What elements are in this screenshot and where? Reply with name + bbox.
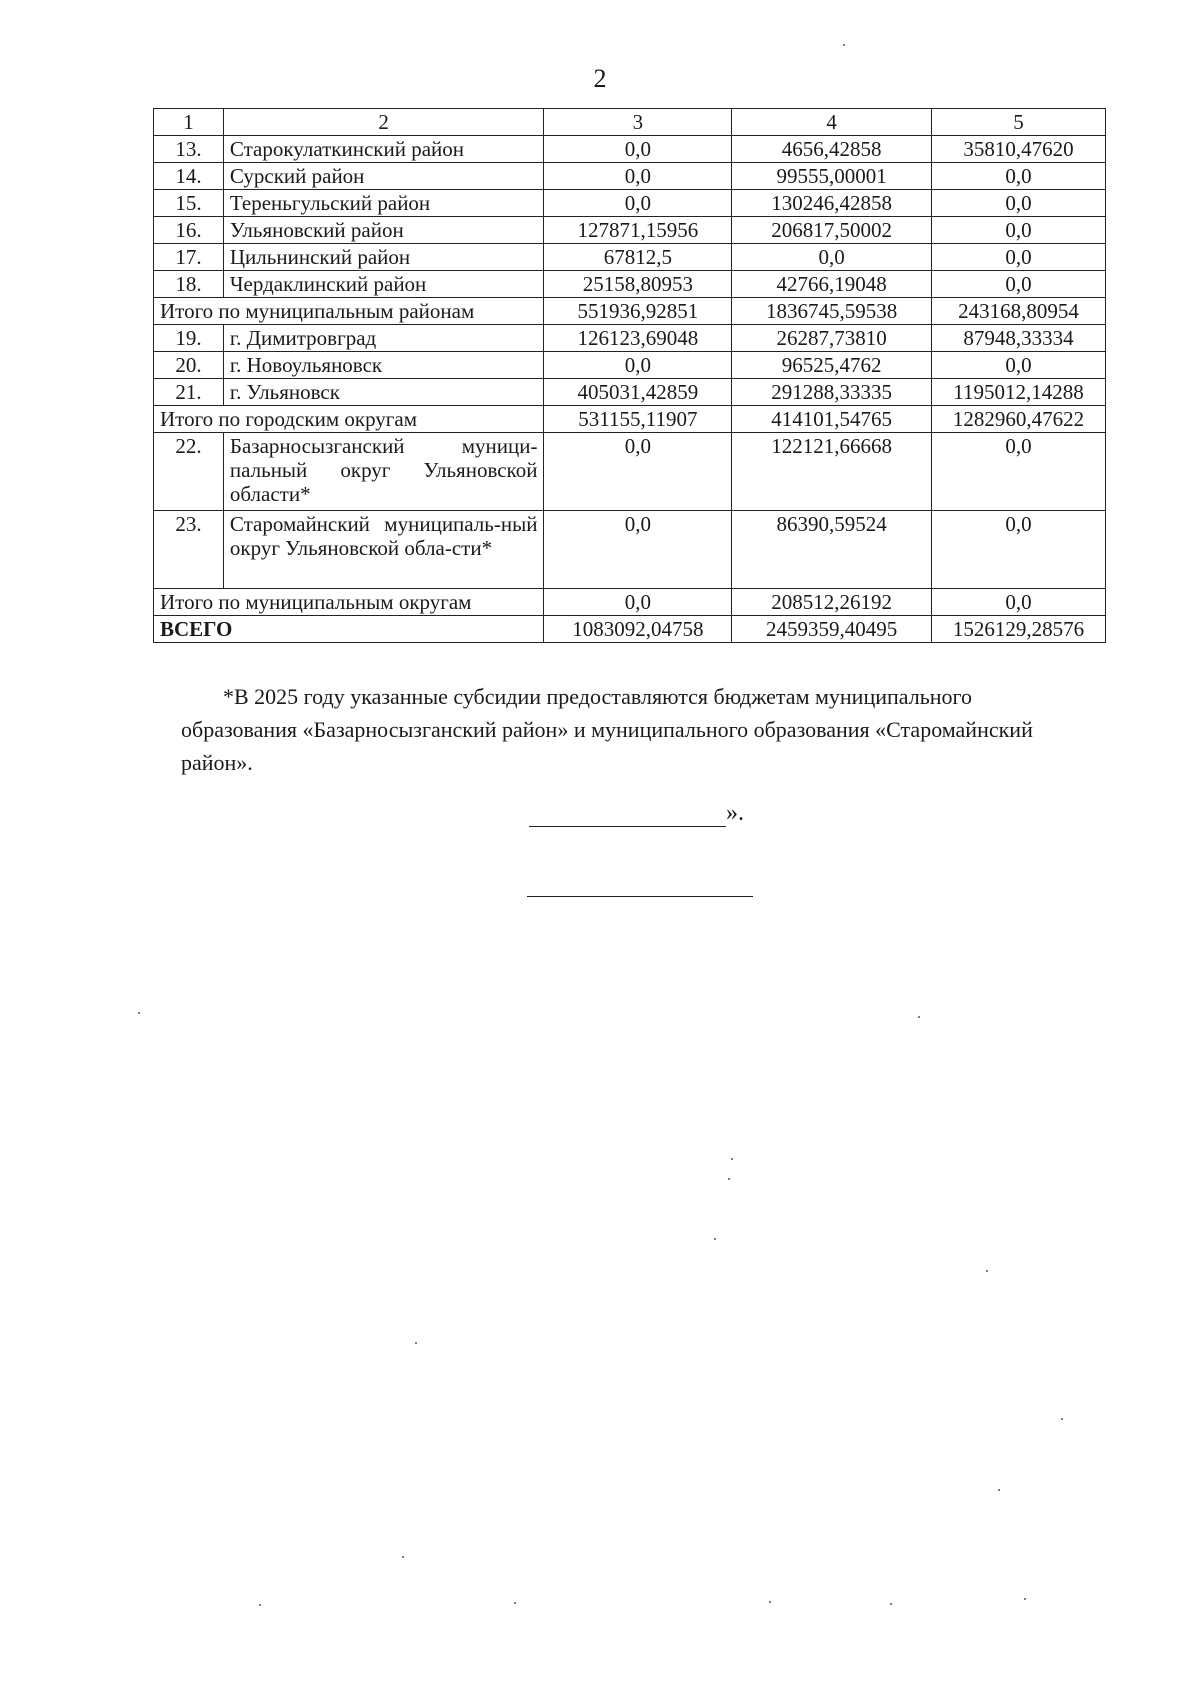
column-header: 5 bbox=[932, 109, 1106, 136]
cell-value: 0,0 bbox=[544, 136, 732, 163]
cell-value: 0,0 bbox=[932, 352, 1106, 379]
table-row bbox=[154, 136, 1106, 163]
scan-speck bbox=[769, 1601, 771, 1603]
cell-value: 1195012,14288 bbox=[932, 379, 1106, 406]
row-name: Базарносызганский муници-пальный округ Ульяновской области* bbox=[223, 433, 544, 511]
table-row bbox=[154, 325, 1106, 352]
grand-total-label: ВСЕГО bbox=[154, 616, 544, 643]
row-number: 13. bbox=[154, 136, 224, 163]
row-number: 15. bbox=[154, 190, 224, 217]
closing-mark bbox=[529, 800, 744, 827]
scan-speck bbox=[890, 1603, 892, 1605]
row-number: 14. bbox=[154, 163, 224, 190]
cell-value: 42766,19048 bbox=[732, 271, 932, 298]
row-name: г. Ульяновск bbox=[223, 379, 544, 406]
cell-value: 0,0 bbox=[932, 511, 1106, 589]
subtotal-label: Итого по муниципальным районам bbox=[154, 298, 544, 325]
footnote-line: образования «Базарносызганский район» и муниципального образования «Старомайнский bbox=[181, 717, 1033, 742]
scan-speck bbox=[415, 1342, 417, 1344]
column-header: 3 bbox=[544, 109, 732, 136]
scan-speck bbox=[714, 1238, 716, 1240]
cell-value: 67812,5 bbox=[544, 244, 732, 271]
cell-value: 0,0 bbox=[544, 352, 732, 379]
row-number: 17. bbox=[154, 244, 224, 271]
closing-quote: ». bbox=[726, 800, 744, 826]
cell-value: 127871,15956 bbox=[544, 217, 732, 244]
row-name: Старомайнский муниципаль-ный округ Ульяновской обла-сти* bbox=[223, 511, 544, 589]
scan-speck bbox=[1024, 1598, 1026, 1600]
row-number: 20. bbox=[154, 352, 224, 379]
table-header-row bbox=[154, 109, 1106, 136]
row-name: г. Новоульяновск bbox=[223, 352, 544, 379]
row-name: Сурский район bbox=[223, 163, 544, 190]
cell-value: 0,0 bbox=[544, 433, 732, 511]
table-row bbox=[154, 379, 1106, 406]
row-name: Цильнинский район bbox=[223, 244, 544, 271]
cell-value: 206817,50002 bbox=[732, 217, 932, 244]
footnote-line: *В 2025 году указанные субсидии предоставляются бюджетам муниципального bbox=[223, 684, 972, 709]
cell-value: 0,0 bbox=[544, 190, 732, 217]
subtotal-row-okrugs bbox=[154, 589, 1106, 616]
cell-value: 99555,00001 bbox=[732, 163, 932, 190]
row-number: 23. bbox=[154, 511, 224, 589]
scan-speck bbox=[843, 44, 845, 46]
row-name: Старокулаткинский район bbox=[223, 136, 544, 163]
scan-speck bbox=[514, 1602, 516, 1604]
cell-value: 26287,73810 bbox=[732, 325, 932, 352]
cell-value: 0,0 bbox=[932, 271, 1106, 298]
cell-value: 531155,11907 bbox=[544, 406, 732, 433]
table-row bbox=[154, 433, 1106, 511]
row-name: г. Димитровград bbox=[223, 325, 544, 352]
row-number: 21. bbox=[154, 379, 224, 406]
cell-value: 0,0 bbox=[544, 589, 732, 616]
cell-value: 35810,47620 bbox=[932, 136, 1106, 163]
cell-value: 126123,69048 bbox=[544, 325, 732, 352]
subsidy-table bbox=[153, 108, 1106, 643]
scan-speck bbox=[986, 1270, 988, 1272]
row-name: Тереньгульский район bbox=[223, 190, 544, 217]
cell-value: 0,0 bbox=[932, 589, 1106, 616]
scan-speck bbox=[259, 1604, 261, 1606]
table-row bbox=[154, 190, 1106, 217]
table-row bbox=[154, 244, 1106, 271]
cell-value: 1836745,59538 bbox=[732, 298, 932, 325]
cell-value: 208512,26192 bbox=[732, 589, 932, 616]
cell-value: 243168,80954 bbox=[932, 298, 1106, 325]
cell-value: 414101,54765 bbox=[732, 406, 932, 433]
row-name: Ульяновский район bbox=[223, 217, 544, 244]
row-number: 19. bbox=[154, 325, 224, 352]
cell-value: 86390,59524 bbox=[732, 511, 932, 589]
cell-value: 87948,33334 bbox=[932, 325, 1106, 352]
subtotal-label: Итого по муниципальным округам bbox=[154, 589, 544, 616]
cell-value: 0,0 bbox=[732, 244, 932, 271]
end-divider-line bbox=[527, 896, 753, 897]
cell-value: 4656,42858 bbox=[732, 136, 932, 163]
cell-value: 0,0 bbox=[932, 433, 1106, 511]
cell-value: 0,0 bbox=[932, 190, 1106, 217]
table-row bbox=[154, 511, 1106, 589]
table-row bbox=[154, 271, 1106, 298]
scan-speck bbox=[728, 1178, 730, 1180]
table-row bbox=[154, 217, 1106, 244]
cell-value: 1083092,04758 bbox=[544, 616, 732, 643]
cell-value: 96525,4762 bbox=[732, 352, 932, 379]
row-number: 16. bbox=[154, 217, 224, 244]
row-number: 18. bbox=[154, 271, 224, 298]
cell-value: 0,0 bbox=[932, 163, 1106, 190]
footnote bbox=[181, 680, 1121, 779]
table-row bbox=[154, 163, 1106, 190]
page-number: 2 bbox=[593, 64, 607, 93]
grand-total-row bbox=[154, 616, 1106, 643]
cell-value: 0,0 bbox=[932, 244, 1106, 271]
scan-speck bbox=[138, 1012, 140, 1014]
column-header: 2 bbox=[223, 109, 544, 136]
cell-value: 25158,80953 bbox=[544, 271, 732, 298]
cell-value: 0,0 bbox=[932, 217, 1106, 244]
cell-value: 1526129,28576 bbox=[932, 616, 1106, 643]
scan-speck bbox=[731, 1158, 733, 1160]
scan-speck bbox=[402, 1556, 404, 1558]
column-header: 1 bbox=[154, 109, 224, 136]
signature-line bbox=[529, 802, 726, 827]
cell-value: 130246,42858 bbox=[732, 190, 932, 217]
cell-value: 2459359,40495 bbox=[732, 616, 932, 643]
row-name: Чердаклинский район bbox=[223, 271, 544, 298]
cell-value: 551936,92851 bbox=[544, 298, 732, 325]
cell-value: 0,0 bbox=[544, 511, 732, 589]
footnote-line: район». bbox=[181, 750, 253, 775]
cell-value: 0,0 bbox=[544, 163, 732, 190]
subtotal-row-cities bbox=[154, 406, 1106, 433]
table-row bbox=[154, 352, 1106, 379]
row-number: 22. bbox=[154, 433, 224, 511]
cell-value: 1282960,47622 bbox=[932, 406, 1106, 433]
scan-speck bbox=[998, 1489, 1000, 1491]
cell-value: 122121,66668 bbox=[732, 433, 932, 511]
cell-value: 291288,33335 bbox=[732, 379, 932, 406]
scan-speck bbox=[918, 1016, 920, 1018]
subtotal-row-districts bbox=[154, 298, 1106, 325]
subtotal-label: Итого по городским округам bbox=[154, 406, 544, 433]
cell-value: 405031,42859 bbox=[544, 379, 732, 406]
scan-speck bbox=[1061, 1418, 1063, 1420]
column-header: 4 bbox=[732, 109, 932, 136]
